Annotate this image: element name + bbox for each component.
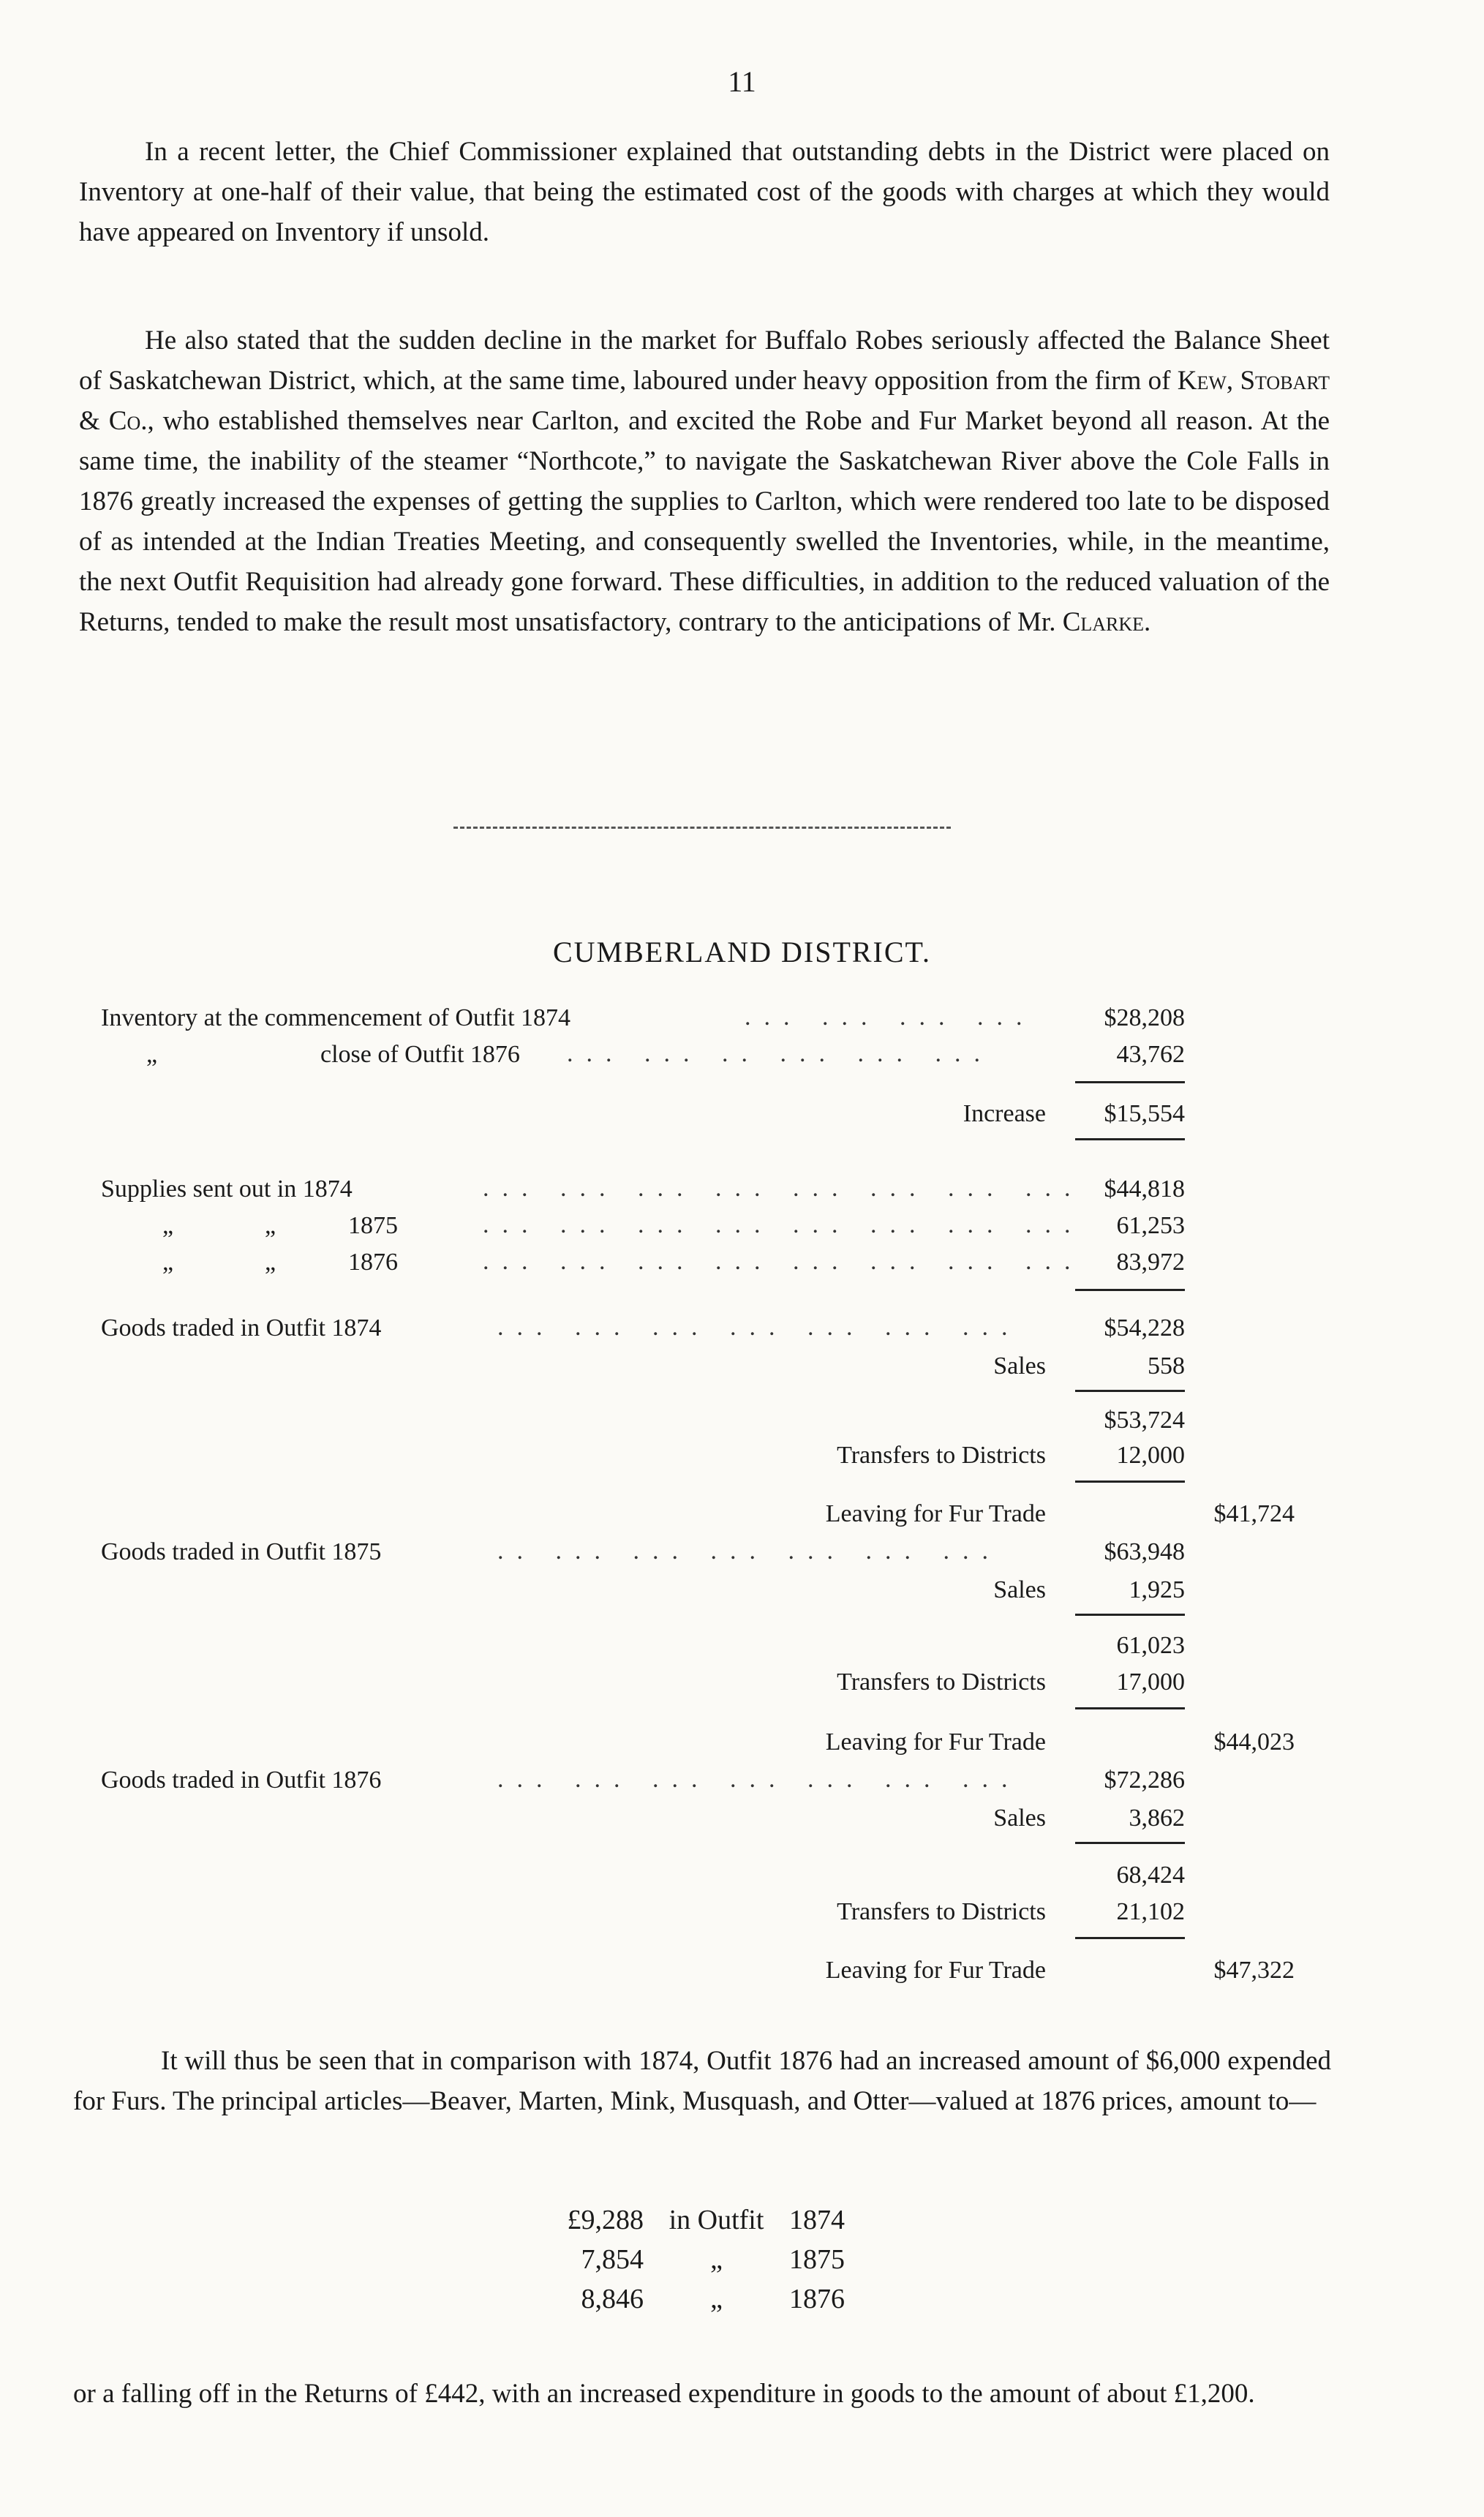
leader-dots: ... ... ... ... ... ... ... ... xyxy=(483,1248,1084,1275)
ditto-mark: „ xyxy=(162,1249,174,1276)
outfit-1876-label: Goods traded in Outfit 1876 xyxy=(101,1767,382,1794)
leader-dots: ... ... ... ... ... ... ... ... xyxy=(483,1175,1084,1202)
leader-dots: ... ... ... ... ... ... ... xyxy=(497,1766,1021,1793)
outfit-1876-leaving: $47,322 xyxy=(1213,1957,1295,1984)
summary-mid: „ xyxy=(710,2244,723,2275)
summary-amount: £9,288 xyxy=(567,2205,644,2235)
inventory-close-value: 43,762 xyxy=(1116,1041,1185,1068)
summary-amount: 8,846 xyxy=(581,2284,644,2314)
outfit-1874-label: Goods traded in Outfit 1874 xyxy=(101,1314,382,1342)
outfit-1876-transfers: 21,102 xyxy=(1116,1898,1185,1925)
outfit-1875-leaving-label: Leaving for Fur Trade xyxy=(825,1728,1046,1756)
paragraph-text: In a recent letter, the Chief Commissioner explained that outstanding debts in the District were placed on Inventory at one-half of their value, that being the estimated cost of the goods with charges at which they would have appeared on Inventory if unsold. xyxy=(79,137,1330,247)
sum-rule xyxy=(1075,1614,1185,1616)
sum-rule xyxy=(1075,1937,1185,1939)
outfit-1874-transfers-label: Transfers to Districts xyxy=(837,1442,1046,1469)
leader-dots: ... ... .. ... ... ... xyxy=(567,1040,993,1067)
leader-dots: ... ... ... ... ... ... ... xyxy=(497,1314,1021,1341)
paragraph-commissioner-letter xyxy=(79,132,1330,252)
outfit-1874-transfers: 12,000 xyxy=(1116,1442,1185,1469)
outfit-1874-sales-label: Sales xyxy=(993,1352,1046,1380)
summary-amount: 7,854 xyxy=(581,2244,644,2275)
total-rule xyxy=(1075,1138,1185,1140)
sum-rule xyxy=(1075,1481,1185,1483)
outfit-1874-leaving: $41,724 xyxy=(1213,1500,1295,1527)
outfit-1875-leaving: $44,023 xyxy=(1213,1728,1295,1756)
outfit-1876-leaving-label: Leaving for Fur Trade xyxy=(825,1957,1046,1984)
summary-mid: „ xyxy=(710,2284,723,2314)
firm-name: Kew, Stobart & Co. xyxy=(79,366,1330,436)
leader-dots: .. ... ... ... ... ... ... xyxy=(497,1538,1001,1565)
increase-label: Increase xyxy=(963,1100,1046,1127)
outfit-1875-sales: 1,925 xyxy=(1129,1576,1185,1603)
outfit-1875-label: Goods traded in Outfit 1875 xyxy=(101,1538,382,1565)
sum-rule xyxy=(1075,1289,1185,1291)
ditto-mark: „ xyxy=(265,1212,276,1239)
sum-rule xyxy=(1075,1390,1185,1392)
outfit-1876-net: 68,424 xyxy=(1116,1862,1185,1889)
paragraph-body xyxy=(79,320,1330,642)
summary-row xyxy=(505,2279,877,2319)
supplies-label: Supplies sent out in 1874 xyxy=(101,1175,353,1203)
outfit-1876-value: $72,286 xyxy=(1104,1767,1185,1794)
outfit-1875-sales-label: Sales xyxy=(993,1576,1046,1603)
supplies-1876-year: 1876 xyxy=(348,1249,398,1276)
outfit-1876-sales: 3,862 xyxy=(1129,1805,1185,1832)
paragraph-buffalo-robes xyxy=(79,320,1330,642)
outfit-1875-value: $63,948 xyxy=(1104,1538,1185,1565)
supplies-1874-value: $44,818 xyxy=(1104,1175,1185,1203)
outfit-1875-transfers: 17,000 xyxy=(1116,1668,1185,1696)
paragraph-furs-comparison xyxy=(73,2041,1331,2121)
paragraph-text-b: , who established themselves near Carlton, and excited the Robe and Fur Market beyond all reason. At the same time, the inability of the steamer “Northcote,” to navigate the Saskatchewan River above the Cole Falls in 1876 greatly increased the expenses of getting the supplies to Carlton, which were rendered too late to be disposed of as intended at the Indian Treaties Meeting, and consequently swelled the Inventories, while, in the meantime, the next Outfit Requisition had already gone forward. These difficulties, in addition to the reduced valuation of the Returns, tended to make the result most unsatisfactory, contrary to the anticipations of Mr. xyxy=(79,406,1330,637)
summary-year: 1874 xyxy=(789,2205,845,2235)
summary-row xyxy=(505,2200,877,2240)
outfit-1875-net: 61,023 xyxy=(1116,1632,1185,1659)
ditto-mark: „ xyxy=(162,1212,174,1239)
outfit-1874-sales: 558 xyxy=(1148,1352,1185,1380)
ditto-mark: „ xyxy=(146,1041,158,1068)
section-heading: CUMBERLAND DISTRICT. xyxy=(552,936,932,968)
supplies-1875-year: 1875 xyxy=(348,1212,398,1239)
sum-rule xyxy=(1075,1081,1185,1083)
paragraph-text-a: He also stated that the sudden decline in the market for Buffalo Robes seriously affected the Balance Sheet of Saskatchewan District, which, at the same time, laboured under heavy opposition from the firm of xyxy=(79,326,1330,396)
leader-dots: ... ... ... ... ... ... ... ... xyxy=(483,1211,1084,1238)
increase-value: $15,554 xyxy=(1104,1100,1185,1127)
page-number: 11 xyxy=(728,65,756,98)
outfit-1874-net: $53,724 xyxy=(1104,1407,1185,1434)
leader-dots: ... ... ... ... xyxy=(745,1004,1036,1031)
paragraph-falling-off xyxy=(73,2374,1331,2414)
outfit-1876-sales-label: Sales xyxy=(993,1805,1046,1832)
section-divider xyxy=(453,827,951,829)
inventory-commencement-label: Inventory at the commencement of Outfit 1874 xyxy=(101,1004,571,1031)
summary-year: 1875 xyxy=(789,2244,845,2275)
sum-rule xyxy=(1075,1842,1185,1844)
paragraph-text: It will thus be seen that in comparison with 1874, Outfit 1876 had an increased amount of $6,000 expended for Furs. The principal articles—Beaver, Marten, Mink, Musquash, and Otter—valued at 1876 prices, amount to— xyxy=(73,2046,1331,2116)
inventory-commencement-value: $28,208 xyxy=(1104,1004,1185,1031)
person-name: Clarke. xyxy=(1062,607,1151,637)
outfit-1876-transfers-label: Transfers to Districts xyxy=(837,1898,1046,1925)
inventory-close-label: close of Outfit 1876 xyxy=(320,1041,520,1068)
summary-mid: in Outfit xyxy=(668,2205,764,2235)
outfit-1875-transfers-label: Transfers to Districts xyxy=(837,1668,1046,1696)
paragraph-text: or a falling off in the Returns of £442, with an increased expenditure in goods to the amount of about £1,200. xyxy=(73,2379,1255,2409)
ditto-mark: „ xyxy=(265,1249,276,1276)
supplies-1875-value: 61,253 xyxy=(1116,1212,1185,1239)
sum-rule xyxy=(1075,1707,1185,1709)
outfit-1874-leaving-label: Leaving for Fur Trade xyxy=(825,1500,1046,1527)
summary-year: 1876 xyxy=(789,2284,845,2314)
summary-row xyxy=(505,2240,877,2279)
supplies-1876-value: 83,972 xyxy=(1116,1249,1185,1276)
outfit-1874-value: $54,228 xyxy=(1104,1314,1185,1342)
